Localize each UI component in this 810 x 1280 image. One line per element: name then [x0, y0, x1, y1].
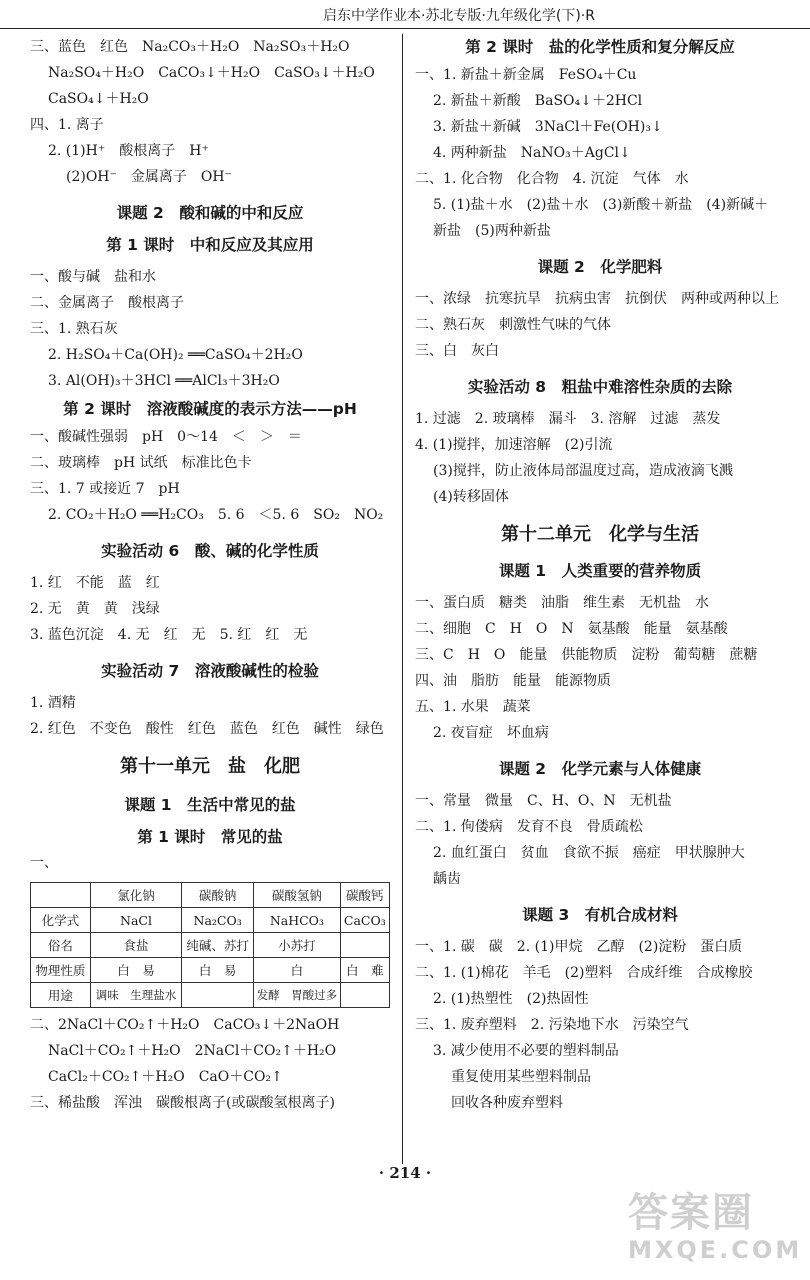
answer-line: 三、1. 7 或接近 7 pH [30, 481, 180, 497]
answer-line: 4. 两种新盐 NaNO₃＋AgCl↓ [433, 145, 631, 161]
section-heading: 第 2 课时 盐的化学性质和复分解反应 [465, 38, 735, 56]
section-heading: 课题 3 有机合成材料 [522, 906, 678, 924]
answer-line: 三、稀盐酸 浑浊 碳酸根离子(或碳酸氢根离子) [30, 1095, 335, 1111]
answer-line: 四、1. 离子 [30, 117, 104, 133]
answer-line: 2. H₂SO₄＋Ca(OH)₂ ══CaSO₄＋2H₂O [48, 347, 303, 363]
section-heading: 课题 2 酸和碱的中和反应 [116, 204, 304, 222]
answer-line: 3. 新盐＋新碱 3NaCl＋Fe(OH)₃↓ [433, 119, 663, 135]
section-heading: 课题 2 化学元素与人体健康 [498, 760, 702, 778]
answer-line: 3. Al(OH)₃＋3HCl ══AlCl₃＋3H₂O [48, 373, 280, 389]
answer-line: 2. 血红蛋白 贫血 食欲不振 癌症 甲状腺肿大 [433, 845, 745, 861]
table-cell: 纯碱、苏打 [182, 933, 254, 958]
table-cell [31, 883, 91, 908]
answer-line: 三、蓝色 红色 Na₂CO₃＋H₂O Na₂SO₃＋H₂O [30, 39, 350, 55]
answer-line: NaCl＋CO₂↑＋H₂O 2NaCl＋CO₂↑＋H₂O [48, 1043, 337, 1059]
watermark-text: 答案圈 [628, 1190, 754, 1236]
table-cell [182, 983, 254, 1008]
table-row [31, 908, 390, 933]
answer-line: 2. 夜盲症 坏血病 [433, 725, 549, 741]
table-cell: 氯化钠 [90, 883, 181, 908]
section-heading: 第 1 课时 常见的盐 [137, 828, 283, 846]
table-cell: 食盐 [90, 933, 181, 958]
table-cell: 碳酸钙 [340, 883, 389, 908]
answer-line: 1. 红 不能 蓝 红 [30, 575, 160, 591]
table-cell: 碳酸钠 [182, 883, 254, 908]
unit-heading: 第十一单元 盐 化肥 [120, 756, 300, 777]
answer-line: 三、白 灰白 [415, 343, 499, 359]
answer-line: 2. CO₂＋H₂O ══H₂CO₃ 5. 6 ＜5. 6 SO₂ NO₂ [48, 507, 384, 523]
page-number: · 214 · [378, 1164, 432, 1182]
table-cell: 用途 [31, 983, 91, 1008]
answer-line: 3. 蓝色沉淀 4. 无 红 无 5. 红 红 无 [30, 627, 308, 643]
watermark [628, 1190, 803, 1270]
answer-line: 一、1. 新盐＋新金属 FeSO₄＋Cu [415, 67, 637, 83]
section-heading: 课题 2 化学肥料 [537, 258, 663, 276]
answer-line: 二、1. (1)棉花 羊毛 (2)塑料 合成纤维 合成橡胶 [415, 965, 753, 981]
answer-line: 重复使用某些塑料制品 [451, 1069, 591, 1085]
section-heading: 第 1 课时 中和反应及其应用 [106, 236, 314, 254]
table-cell: 俗名 [31, 933, 91, 958]
answer-line: (4)转移固体 [433, 489, 509, 505]
answer-line: 2. 红色 不变色 酸性 红色 蓝色 红色 碱性 绿色 [30, 721, 384, 737]
answer-line: 四、油 脂肪 能量 能源物质 [415, 673, 611, 689]
table-cell: NaCl [90, 908, 181, 933]
table-cell: 发酵 胃酸过多 [254, 983, 340, 1008]
answer-line: 一、蛋白质 糖类 油脂 维生素 无机盐 水 [415, 595, 709, 611]
answer-line: 二、1. 化合物 化合物 4. 沉淀 气体 水 [415, 171, 689, 187]
table-cell: 调味 生理盐水 [90, 983, 181, 1008]
column-divider [402, 34, 403, 1164]
page-header [0, 0, 810, 29]
answer-line: CaSO₄↓＋H₂O [48, 91, 149, 107]
section-heading: 课题 1 生活中常见的盐 [124, 796, 296, 814]
answer-line: 三、1. 废弃塑料 2. 污染地下水 污染空气 [415, 1017, 689, 1033]
answer-line: Na₂SO₄＋H₂O CaCO₃↓＋H₂O CaSO₃↓＋H₂O [48, 65, 375, 81]
answer-line: CaCl₂＋CO₂↑＋H₂O CaO＋CO₂↑ [48, 1069, 283, 1085]
answer-line: (2)OH⁻ 金属离子 OH⁻ [66, 169, 232, 185]
table-cell: 物理性质 [31, 958, 91, 983]
book-title: 启东中学作业本·苏北专版·九年级化学(下)·R [322, 8, 595, 24]
left-column [30, 34, 390, 1116]
answer-line: 二、玻璃棒 pH 试纸 标准比色卡 [30, 455, 252, 471]
answer-line: 回收各种废弃塑料 [451, 1095, 563, 1111]
table-cell: 白 [254, 958, 340, 983]
answer-line: 一、酸碱性强弱 pH 0～14 ＜ ＞ ＝ [30, 429, 302, 445]
right-column [415, 34, 785, 1116]
answer-line: 新盐 (5)两种新盐 [433, 223, 551, 239]
answer-line: 五、1. 水果 蔬菜 [415, 699, 531, 715]
table-cell: 白 易 [182, 958, 254, 983]
table-row [31, 958, 390, 983]
section-heading: 实验活动 8 粗盐中难溶性杂质的去除 [467, 378, 733, 396]
answer-line: 一、酸与碱 盐和水 [30, 269, 156, 285]
table-cell: CaCO₃ [340, 908, 389, 933]
answer-line: 三、C H O 能量 供能物质 淀粉 葡萄糖 蔗糖 [415, 647, 758, 663]
answer-line: 2. (1)H⁺ 酸根离子 H⁺ [48, 143, 209, 159]
answer-line: 一、 [30, 855, 58, 871]
section-heading: 实验活动 7 溶液酸碱性的检验 [101, 662, 319, 680]
answer-line: 二、细胞 C H O N 氨基酸 能量 氨基酸 [415, 621, 728, 637]
answer-line: 一、常量 微量 C、H、O、N 无机盐 [415, 793, 672, 809]
answer-line: 3. 减少使用不必要的塑料制品 [433, 1043, 619, 1059]
watermark-site: MXQE.COM [628, 1236, 803, 1264]
table-cell: 化学式 [31, 908, 91, 933]
unit-heading: 第十二单元 化学与生活 [501, 524, 699, 545]
table-row [31, 933, 390, 958]
section-heading: 课题 1 人类重要的营养物质 [498, 562, 702, 580]
answer-line: 2. 无 黄 黄 浅绿 [30, 601, 160, 617]
answer-line: 龋齿 [433, 871, 461, 887]
answer-line: 二、2NaCl＋CO₂↑＋H₂O CaCO₃↓＋2NaOH [30, 1017, 340, 1033]
table-cell: 碳酸氢钠 [254, 883, 340, 908]
answer-line: 一、1. 碳 碳 2. (1)甲烷 乙醇 (2)淀粉 蛋白质 [415, 939, 743, 955]
table-cell: Na₂CO₃ [182, 908, 254, 933]
answer-line: 1. 酒精 [30, 695, 76, 711]
table-cell [340, 933, 389, 958]
table-cell: NaHCO₃ [254, 908, 340, 933]
answer-line: 2. (1)热塑性 (2)热固性 [433, 991, 589, 1007]
salts-table [30, 882, 390, 1008]
answer-line: 2. 新盐＋新酸 BaSO₄↓＋2HCl [433, 93, 643, 109]
answer-line: 一、浓绿 抗寒抗旱 抗病虫害 抗倒伏 两种或两种以上 [415, 291, 779, 307]
table-header-row [31, 883, 390, 908]
table-cell: 白 易 [90, 958, 181, 983]
answer-line: (3)搅拌，防止液体局部温度过高，造成液滴飞溅 [433, 463, 733, 479]
answer-line: 4. (1)搅拌，加速溶解 (2)引流 [415, 437, 613, 453]
answer-line: 5. (1)盐＋水 (2)盐＋水 (3)新酸＋新盐 (4)新碱＋ [433, 197, 769, 213]
answer-line: 三、1. 熟石灰 [30, 321, 118, 337]
answer-line: 1. 过滤 2. 玻璃棒 漏斗 3. 溶解 过滤 蒸发 [415, 411, 721, 427]
table-cell: 白 难 [340, 958, 389, 983]
table-cell [340, 983, 389, 1008]
answer-line: 二、1. 佝偻病 发育不良 骨质疏松 [415, 819, 643, 835]
table-row [31, 983, 390, 1008]
answer-line: 二、熟石灰 刺激性气味的气体 [415, 317, 611, 333]
table-cell: 小苏打 [254, 933, 340, 958]
section-heading: 实验活动 6 酸、碱的化学性质 [101, 542, 319, 560]
answer-line: 二、金属离子 酸根离子 [30, 295, 184, 311]
section-heading: 第 2 课时 溶液酸碱度的表示方法——pH [63, 400, 357, 418]
